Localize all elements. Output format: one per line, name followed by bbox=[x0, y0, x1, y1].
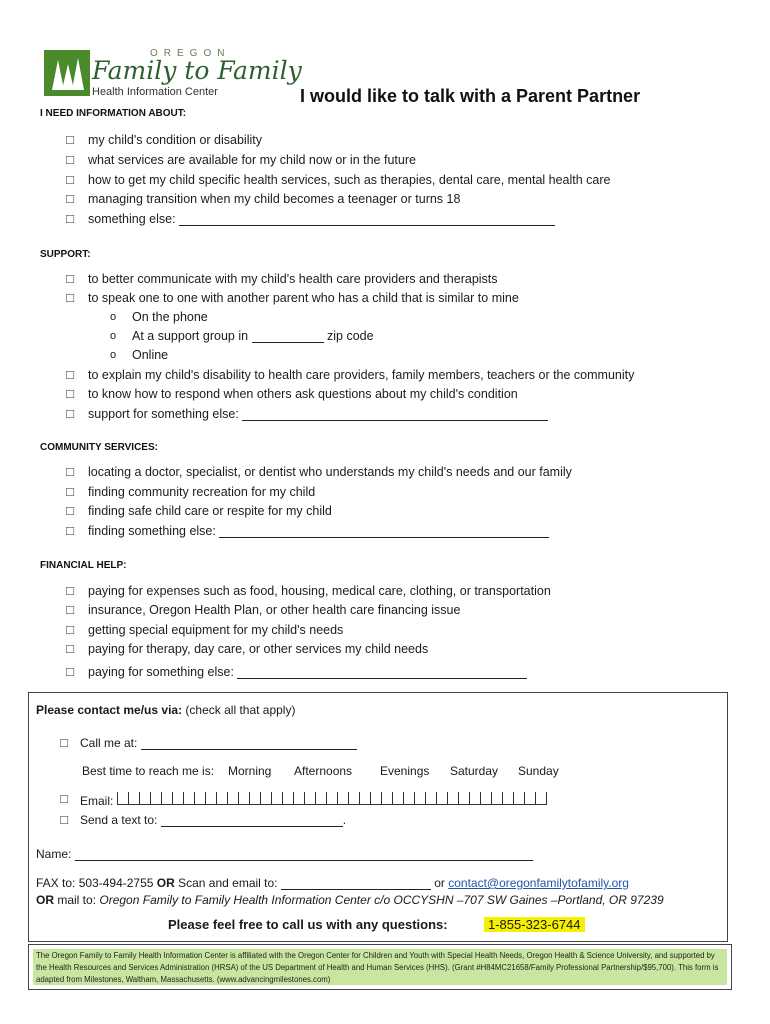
zip-code-field[interactable] bbox=[252, 330, 324, 343]
footer-box bbox=[28, 944, 732, 990]
logo-trees-icon bbox=[44, 50, 90, 96]
checkbox[interactable]: ☐ bbox=[65, 409, 75, 421]
logo-script-text: Family to Family bbox=[92, 56, 302, 85]
community-item-recreation: finding community recreation for my child bbox=[88, 485, 316, 499]
financial-item-equipment: getting special equipment for my child's needs bbox=[88, 623, 344, 637]
checkbox[interactable]: ☐ bbox=[65, 135, 75, 147]
call-prompt: Please feel free to call us with any questions: bbox=[168, 917, 448, 932]
checkbox[interactable]: ☐ bbox=[65, 625, 75, 637]
checkbox[interactable]: ☐ bbox=[65, 506, 75, 518]
financial-item-insurance: insurance, Oregon Health Plan, or other health care financing issue bbox=[88, 603, 461, 617]
financial-header: FINANCIAL HELP: bbox=[40, 560, 127, 571]
support-sub-group: At a support group in zip code bbox=[132, 329, 374, 343]
checkbox[interactable]: ☐ bbox=[65, 467, 75, 479]
call-me-row: Call me at: bbox=[80, 736, 357, 750]
time-sunday[interactable]: Sunday bbox=[518, 764, 559, 778]
phone-field[interactable] bbox=[141, 737, 357, 750]
radio[interactable]: o bbox=[110, 349, 117, 361]
contact-header: Please contact me/us via: (check all that apply) bbox=[36, 703, 296, 717]
checkbox[interactable]: ☐ bbox=[59, 794, 69, 806]
checkbox[interactable]: ☐ bbox=[59, 815, 69, 827]
checkbox[interactable]: ☐ bbox=[65, 370, 75, 382]
financial-item-else: paying for something else: bbox=[88, 665, 527, 679]
scan-email-field[interactable] bbox=[281, 877, 431, 890]
checkbox[interactable]: ☐ bbox=[65, 194, 75, 206]
financial-else-field[interactable] bbox=[237, 666, 527, 679]
time-evenings[interactable]: Evenings bbox=[380, 764, 430, 778]
checkbox[interactable]: ☐ bbox=[65, 274, 75, 286]
checkbox[interactable]: ☐ bbox=[65, 214, 75, 226]
support-sub-phone: On the phone bbox=[132, 310, 208, 324]
community-header: COMMUNITY SERVICES: bbox=[40, 442, 158, 453]
support-header: SUPPORT: bbox=[40, 249, 91, 260]
something-else-field[interactable] bbox=[179, 213, 555, 226]
email-field[interactable] bbox=[117, 792, 547, 808]
community-else-field[interactable] bbox=[219, 525, 549, 538]
email-row: Email: bbox=[80, 792, 547, 808]
logo-subtitle: Health Information Center bbox=[92, 86, 218, 98]
support-item-communicate: to better communicate with my child's health care providers and therapists bbox=[88, 272, 498, 286]
financial-item-expenses: paying for expenses such as food, housing, medical care, clothing, or transportation bbox=[88, 584, 551, 598]
name-row: Name: bbox=[36, 847, 533, 861]
fax-row: FAX to: 503-494-2755 OR Scan and email to: or contact@oregonfamilytofamily.org bbox=[36, 876, 629, 890]
checkbox[interactable]: ☐ bbox=[65, 526, 75, 538]
community-item-else: finding something else: bbox=[88, 524, 549, 538]
page-title: I would like to talk with a Parent Partner bbox=[300, 86, 641, 106]
name-field[interactable] bbox=[75, 848, 533, 861]
time-saturday[interactable]: Saturday bbox=[450, 764, 499, 778]
checkbox[interactable]: ☐ bbox=[65, 487, 75, 499]
support-item-respond: to know how to respond when others ask questions about my child's condition bbox=[88, 387, 518, 401]
need-info-item-specific: how to get my child specific health services, such as therapies, dental care, mental health care bbox=[88, 173, 611, 187]
text-row: Send a text to: . bbox=[80, 813, 347, 827]
need-info-item-transition: managing transition when my child becomes a teenager or turns 18 bbox=[88, 192, 461, 206]
text-number-field[interactable] bbox=[161, 814, 343, 827]
radio[interactable]: o bbox=[110, 330, 117, 342]
checkbox[interactable]: ☐ bbox=[65, 667, 75, 679]
checkbox[interactable]: ☐ bbox=[59, 738, 69, 750]
checkbox[interactable]: ☐ bbox=[65, 644, 75, 656]
need-info-header: I NEED INFORMATION ABOUT: bbox=[40, 108, 187, 119]
time-morning[interactable]: Morning bbox=[228, 764, 272, 778]
time-afternoons[interactable]: Afternoons bbox=[294, 764, 353, 778]
checkbox[interactable]: ☐ bbox=[65, 155, 75, 167]
support-sub-online: Online bbox=[132, 348, 169, 362]
checkbox[interactable]: ☐ bbox=[65, 605, 75, 617]
support-item-explain: to explain my child's disability to health care providers, family members, teachers or the community bbox=[88, 368, 635, 382]
support-item-else: support for something else: bbox=[88, 407, 548, 421]
best-time-label: Best time to reach me is: bbox=[82, 764, 215, 778]
need-info-item-condition: my child's condition or disability bbox=[88, 133, 262, 147]
checkbox[interactable]: ☐ bbox=[65, 175, 75, 187]
checkbox[interactable]: ☐ bbox=[65, 586, 75, 598]
community-item-doctor: locating a doctor, specialist, or dentist who understands my child's needs and our family bbox=[88, 465, 572, 479]
radio[interactable]: o bbox=[110, 311, 117, 323]
support-item-parent: to speak one to one with another parent who has a child that is similar to mine bbox=[88, 291, 519, 305]
phone-number[interactable]: 1-855-323-6744 bbox=[484, 917, 585, 932]
support-else-field[interactable] bbox=[242, 408, 548, 421]
mail-row: OR mail to: Oregon Family to Family Health Information Center c/o OCCYSHN –707 SW Gaines –Portland, OR 97239 bbox=[36, 893, 664, 907]
community-item-childcare: finding safe child care or respite for my child bbox=[88, 504, 332, 518]
checkbox[interactable]: ☐ bbox=[65, 293, 75, 305]
footer-text: The Oregon Family to Family Health Information Center is affiliated with the Oregon Center for Children and Youth with Special Health Needs, Oregon Health & Science University, and supported by the Health Resources and Services Administration (HRSA) of the US Department of Health and Human Services (HHS). (Grant #H84MC21658/Family Professional Partnership/$95,700). This form is adapted from Milestones, Waltham, Massachusetts. (www.advancingmilestones.com) bbox=[33, 949, 727, 985]
contact-email-link[interactable]: contact@oregonfamilytofamily.org bbox=[448, 876, 629, 890]
financial-item-therapy: paying for therapy, day care, or other services my child needs bbox=[88, 642, 429, 656]
checkbox[interactable]: ☐ bbox=[65, 389, 75, 401]
need-info-item-services: what services are available for my child now or in the future bbox=[88, 153, 416, 167]
need-info-item-else: something else: bbox=[88, 212, 555, 226]
logo-oregon-text: OREGON bbox=[150, 48, 231, 59]
